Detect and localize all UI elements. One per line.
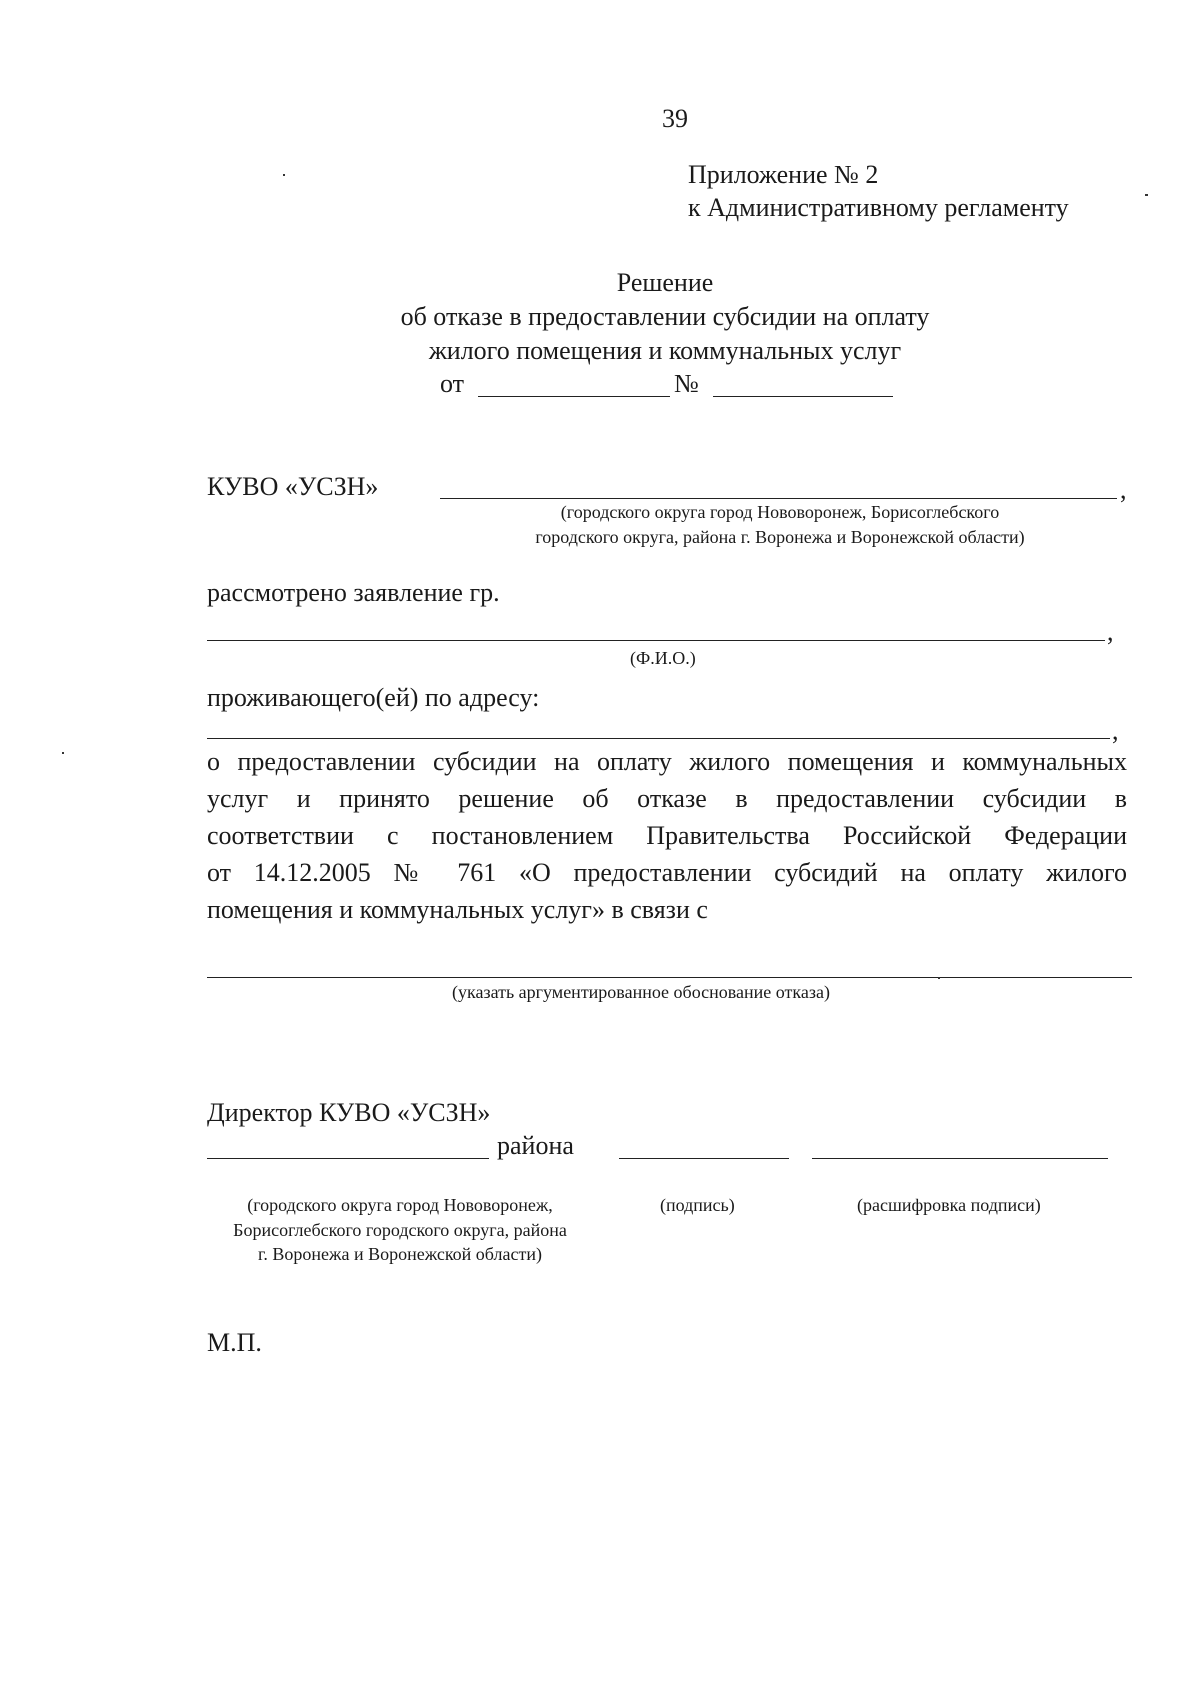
address-label: проживающего(ей) по адресу: — [207, 683, 540, 712]
date-prefix: от — [440, 369, 465, 398]
reason-field[interactable] — [207, 977, 1132, 978]
org-comma: , — [1120, 475, 1127, 504]
applicant-name-field[interactable] — [207, 640, 1105, 641]
district-field[interactable] — [207, 1158, 489, 1159]
number-prefix: № — [674, 369, 699, 398]
decision-title: Решение — [616, 268, 714, 297]
org-field[interactable] — [440, 498, 1117, 499]
applicant-label: рассмотрено заявление гр. — [207, 578, 500, 607]
scan-speck — [1145, 194, 1148, 196]
body-line1: о предоставлении субсидии на оплату жилого помещения и коммунальных — [207, 747, 1127, 776]
body-line2: услуг и принято решение об отказе в предоставлении субсидии в — [207, 784, 1127, 813]
body-line3: соответствии с постановлением Правительства Российской Федерации — [207, 821, 1127, 850]
scan-speck — [62, 752, 64, 754]
district-suffix: района — [497, 1131, 574, 1160]
date-field[interactable] — [478, 396, 670, 397]
org-hint-line1: (городского округа город Нововоронеж, Борисоглебского — [560, 502, 1000, 522]
scan-speck — [283, 174, 285, 176]
address-comma: , — [1112, 716, 1119, 745]
signature-decoding-field[interactable] — [812, 1158, 1108, 1159]
applicant-comma: , — [1107, 617, 1114, 646]
signature-org-hint-line3: г. Воронежа и Воронежской области) — [258, 1244, 542, 1264]
scan-speck — [938, 977, 940, 979]
reason-hint: (указать аргументированное обоснование отказа) — [452, 982, 830, 1002]
decision-subtitle-line1: об отказе в предоставлении субсидии на оплату — [400, 302, 930, 331]
signature-org-hint-line1: (городского округа город Нововоронеж, — [247, 1195, 553, 1215]
signature-decoding-hint: (расшифровка подписи) — [857, 1195, 1041, 1215]
stamp-label: М.П. — [207, 1328, 262, 1357]
signature-hint: (подпись) — [660, 1195, 735, 1215]
decision-subtitle-line2: жилого помещения и коммунальных услуг — [428, 336, 902, 365]
org-label: КУВО «УСЗН» — [207, 472, 379, 501]
body-line5: помещения и коммунальных услуг» в связи с — [207, 895, 708, 924]
page-number: 39 — [662, 104, 688, 133]
appendix-title: Приложение № 2 — [688, 160, 879, 189]
org-hint-line2: городского округа, района г. Воронежа и Воронежской области) — [535, 527, 1025, 547]
signature-field[interactable] — [619, 1158, 789, 1159]
decision-body — [207, 743, 1127, 928]
signature-org-hint-line2: Борисоглебского городского округа, района — [233, 1220, 567, 1240]
appendix-subtitle: к Административному регламенту — [688, 193, 1069, 222]
address-field[interactable] — [207, 738, 1110, 739]
applicant-name-hint: (Ф.И.О.) — [630, 648, 696, 668]
body-line4: от 14.12.2005 № 761 «О предоставлении субсидий на оплату жилого — [207, 858, 1127, 887]
number-field[interactable] — [713, 396, 893, 397]
director-label: Директор КУВО «УСЗН» — [207, 1098, 491, 1127]
